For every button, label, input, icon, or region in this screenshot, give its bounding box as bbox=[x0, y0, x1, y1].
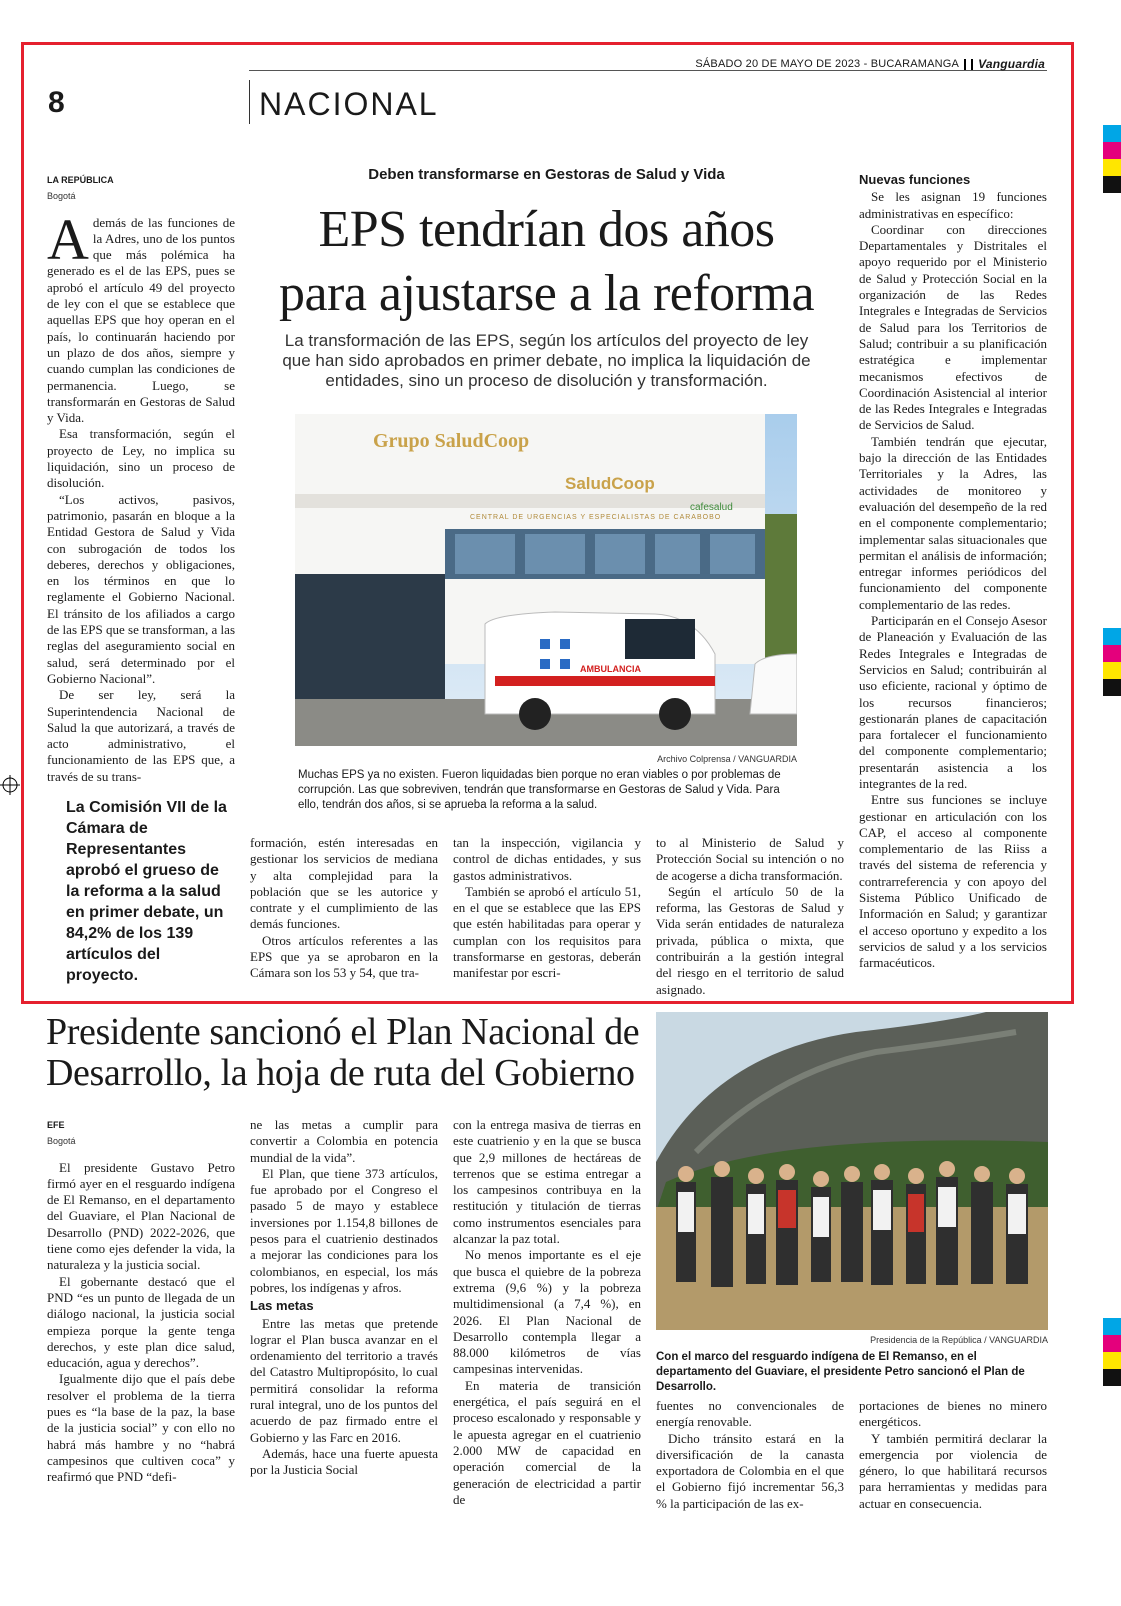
color-registration-bar-top bbox=[1103, 125, 1121, 193]
article1-paragraph: Esa transformación, según el proyecto de Ley, no implica su liquidación, sino un proceso de disolución. bbox=[47, 426, 235, 491]
pull-quote: La Comisión VII de la Cámara de Representantes aprobó el grueso de la reforma a la salud en primer debate, un 84,2% de los 139 artículos del proyecto. bbox=[66, 799, 227, 984]
article1-paragraph: Otros artículos referentes a las EPS que ya se aprobaron en la Cámara son los 53 y 54, que tra- bbox=[250, 932, 438, 981]
article1-city: Bogotá bbox=[47, 191, 76, 202]
article2-photo-caption: Con el marco del resguardo indígena de El Remanso, en el departamento del Guaviare, el presidente Petro sancionó el Plan de Desarrollo. bbox=[656, 1351, 1025, 1393]
article2-paragraph: El gobernante destacó que el PND “es un punto de llegada de un diálogo nacional, la justicia social empieza porque la gente tenga derechos, y este plan dice salud, educación, agua y derechos”. bbox=[47, 1273, 235, 1371]
article2-paragraph: El Plan, que tiene 373 artículos, fue aprobado por el Congreso el pasado 5 de mayo y establece inversiones por 1.154,8 billones de pesos para el cuatrienio destinados a mejorar las condiciones para los colombianos, en especial, los más pobres, los indígenas y afros. bbox=[250, 1165, 438, 1295]
article1-paragraph: Entre sus funciones se incluye gestionar en articulación con los CAP, el acceso al componente complementario de las Riiss a través del sistema de referencia y contrarreferencia y con apoyo del Sistema Público Unificado de Información en Salud; y garantizar el acceso oportuno y expedito a los servicios de salud y a los servicios farmacéuticos. bbox=[859, 792, 1047, 971]
article2-paragraph: Y también permitirá declarar la emergencia por violencia de género, lo que habilitará recursos para herramientas y medidas para actuar en consecuencia. bbox=[859, 1430, 1047, 1511]
dropcap: A bbox=[47, 206, 89, 272]
photo-sign-grupo: Grupo SaludCoop bbox=[373, 430, 530, 452]
photo-ambulance-label: AMBULANCIA bbox=[580, 664, 641, 674]
brand-name: Vanguardia bbox=[978, 57, 1045, 71]
photo-sign-central: CENTRAL DE URGENCIAS Y ESPECIALISTAS DE CARABOBO bbox=[470, 514, 722, 521]
article1-paragraph: to al Ministerio de Salud y Protección Social su intención o no de acogerse a dicha transformación. bbox=[656, 835, 844, 883]
article1-paragraph: De ser ley, será la Superintendencia Nacional de Salud la que autorizará, a través de acto administrativo, el funcionamiento de las EPS que, a través de su trans- bbox=[47, 687, 235, 784]
photo-sign-cafesalud: cafesalud bbox=[690, 502, 733, 513]
color-registration-bar-middle bbox=[1103, 628, 1121, 696]
article1-paragraph: Se les asignan 19 funciones administrativas en específico: bbox=[859, 189, 1047, 221]
article2-photo bbox=[656, 1012, 1048, 1330]
article2-paragraph: No menos importante es el eje que busca el quiebre de la pobreza extrema (9,6 %) y la pobreza multidimensional (a 7,4 %), en 2026. El Plan Nacional de Desarrollo contempla llegar a 88.000 kilómetros de vías campesinas intervenidas. bbox=[453, 1247, 641, 1377]
article1-photo bbox=[295, 414, 797, 746]
article2-paragraph: Igualmente dijo que el país debe resolver el problema de la tierra pues es “la base de la paz, la base de la justicia social” y con ello no habrá más hambre y no “habrá campesinos que cultiven coca” y reafirmó que PND “defi- bbox=[47, 1371, 235, 1485]
article2-paragraph: con la entrega masiva de tierras en este cuatrienio y en la que se busca que 2,9 millones de hectáreas de terrenos que se estima entregar a los campesinos contribuya en la restitución y titulación de tierras como instrumentos esenciales para alcanzar la paz total. bbox=[453, 1117, 641, 1247]
registration-mark-icon bbox=[0, 775, 20, 795]
date-text: SÁBADO 20 DE MAYO DE 2023 - BUCARAMANGA bbox=[695, 58, 960, 70]
article1-subhead: Nuevas funciones bbox=[859, 172, 971, 187]
brand-logo-icon bbox=[964, 59, 973, 70]
article2-paragraph: En materia de transición energética, el país seguirá en el proceso escalonado y responsable y le apuesta agregar en el cuatrienio 2.000 MW de capacidad en operación comercial de la generación de electricidad a partir de bbox=[453, 1377, 641, 1507]
article2-source: EFE bbox=[47, 1120, 65, 1130]
article2-column-5 bbox=[859, 1398, 1047, 1512]
article1-paragraph: También se aprobó el artículo 51, en el que se establece que las EPS que estén habilitadas para operar y cumplan con los requisitos para transformarse en gestoras, deberán manifestar por escri- bbox=[453, 883, 641, 981]
article1-photo-credit: Archivo Colprensa / VANGUARDIA bbox=[657, 754, 797, 764]
article2-column-3 bbox=[453, 1117, 641, 1508]
article1-headline bbox=[250, 198, 843, 326]
article2-paragraph: Entre las metas que pretende lograr el Plan busca avanzar en el ordenamiento del territorio a través del Catastro Multipropósito, lo cual permitirá consolidar la reforma rural integral, uno de los puntos del acuerdo de paz firmado entre el Gobierno y las Farc en 2016. bbox=[250, 1315, 438, 1445]
article1-kicker: Deben transformarse en Gestoras de Salud y Vida bbox=[368, 166, 725, 183]
article2-photo-credit: Presidencia de la República / VANGUARDIA bbox=[870, 1335, 1048, 1345]
headline-line: para ajustarse a la reforma bbox=[278, 265, 815, 322]
article1-column-3 bbox=[453, 835, 641, 982]
article1-paragraph: Participarán en el Consejo Asesor de Planeación y Evaluación de las Redes Integrales e Integradas de Servicios en Salud; contribuirán al uso eficiente, racional y óptimo de los recursos financieros; gestionarán planes de capacitación para fortalecer el funcionamiento del componente complementario; presentarán asistencia a los integrantes de la red. bbox=[859, 613, 1047, 791]
article1-paragraph: tan la inspección, vigilancia y control de dichas entidades, y sus gastos administrativos. bbox=[453, 835, 641, 883]
article1-column-2 bbox=[250, 835, 438, 982]
article2-column-2 bbox=[250, 1117, 438, 1479]
article2-paragraph: Además, hace una fuerte apuesta por la Justicia Social bbox=[250, 1445, 438, 1478]
article2-paragraph: ne las metas a cumplir para convertir a Colombia en potencia mundial de la vida”. bbox=[250, 1117, 438, 1165]
page-number: 8 bbox=[48, 86, 65, 119]
article1-deck: La transformación de las EPS, según los artículos del proyecto de ley que han sido aprobados en primer debate, no implica la liquidación de entidades, sino un proceso de disolución y transformación. bbox=[282, 331, 811, 390]
photo-sign-saludcoop: SaludCoop bbox=[565, 474, 655, 493]
article2-headline bbox=[46, 1012, 646, 1094]
article2-city: Bogotá bbox=[47, 1136, 76, 1147]
section-title: NACIONAL bbox=[259, 86, 439, 122]
header-divider bbox=[249, 80, 250, 124]
article1-paragraph: formación, estén interesadas en gestionar los servicios de mediana y alta complejidad para la población que se les autorice y contrate y el cumplimiento de las demás funciones. bbox=[250, 835, 438, 932]
headline-line: Presidente sancionó el Plan Nacional de bbox=[46, 1011, 640, 1053]
article2-column-4 bbox=[656, 1398, 844, 1512]
article1-column-4 bbox=[656, 835, 844, 998]
article1-paragraph: Coordinar con direcciones Departamentales y Distritales el apoyo requerido por el Ministerio de Salud y Protección Social en la organización de las Redes Integrales e Integradas de Servicios de Salud para los Territorios de Salud; contribuir a su planificación estratégica e implementar mecanismos efectivos de Coordinación Asistencial al interior de las Redes Integrales e Integradas de Servicios de Salud. bbox=[859, 221, 1047, 433]
article1-paragraph: “Los activos, pasivos, patrimonio, pasarán en bloque a la Entidad Gestora de Salud y Vida con subrogación de todos los deberes, derechos y obligaciones, en los términos en que lo reglamente el Gobierno Nacional. El tránsito de los afiliados a cargo de las EPS que se transforman, a las reglas del aseguramiento social en salud, será determinado por el Gobierno Nacional”. bbox=[47, 491, 235, 686]
article2-paragraph: portaciones de bienes no minero energéticos. bbox=[859, 1398, 1047, 1430]
headline-line: EPS tendrían dos años bbox=[318, 201, 775, 258]
article1-column-5 bbox=[859, 170, 1047, 972]
article1-photo-caption: Muchas EPS ya no existen. Fueron liquidadas bien porque no eran viables o por problemas de corrupción. Las que sobreviven, tendrán que transformarse en Gestoras de Salud y Vida. Para ello, tendrán dos años, si se aprueba la reforma a la salud. bbox=[298, 769, 781, 811]
article2-paragraph: El presidente Gustavo Petro firmó ayer en el resguardo indígena de El Remanso, en el departamento del Guaviare, el Plan Nacional de Desarrollo (PND) 2022-2026, que tiene como ejes defender la vida, la naturaleza y la justicia social. bbox=[47, 1159, 235, 1273]
article1-paragraph: También tendrán que ejecutar, bajo la dirección de las Entidades Territoriales y la Adres, las actividades de monitoreo y evaluación del desempeño de la red en el componente complementario; implementar salas situacionales que permitan el análisis de información; entregar informes periódicos del funcionamiento del componente complementario de las redes. bbox=[859, 433, 1047, 612]
article1-paragraph: Además de las funciones de la Adres, uno de los puntos que más polémica ha generado es el de las EPS, pues se aprobó el artículo 49 del proyecto de ley con el que se establece que aquellas EPS que hoy operan en el país, lo continuarán haciendo por un plazo de dos años, siempre y cuando cumplan las condiciones de permanencia. Luego, se transformarán en Gestoras de Salud y Vida. bbox=[47, 206, 235, 426]
color-registration-bar-bottom bbox=[1103, 1318, 1121, 1386]
article1-source: LA REPÚBLICA bbox=[47, 175, 114, 185]
headline-line: Desarrollo, la hoja de ruta del Gobierno bbox=[46, 1052, 635, 1094]
article2-column-1 bbox=[47, 1117, 235, 1486]
article2-paragraph: fuentes no convencionales de energía renovable. bbox=[656, 1398, 844, 1430]
article2-paragraph: Dicho tránsito estará en la diversificación de la canasta exportadora de Colombia en el que el Gobierno fijó incrementar 56,3 % la participación de las ex- bbox=[656, 1430, 844, 1511]
article1-column-1 bbox=[47, 172, 235, 785]
article2-subhead: Las metas bbox=[250, 1298, 314, 1314]
article1-paragraph: Según el artículo 50 de la reforma, las Gestoras de Salud y Vida serán entidades de naturaleza privada, pública o mixta, que contribuirán a la gestión integral del riesgo en el territorio de salud asignado. bbox=[656, 883, 844, 997]
dateline bbox=[695, 57, 1045, 71]
